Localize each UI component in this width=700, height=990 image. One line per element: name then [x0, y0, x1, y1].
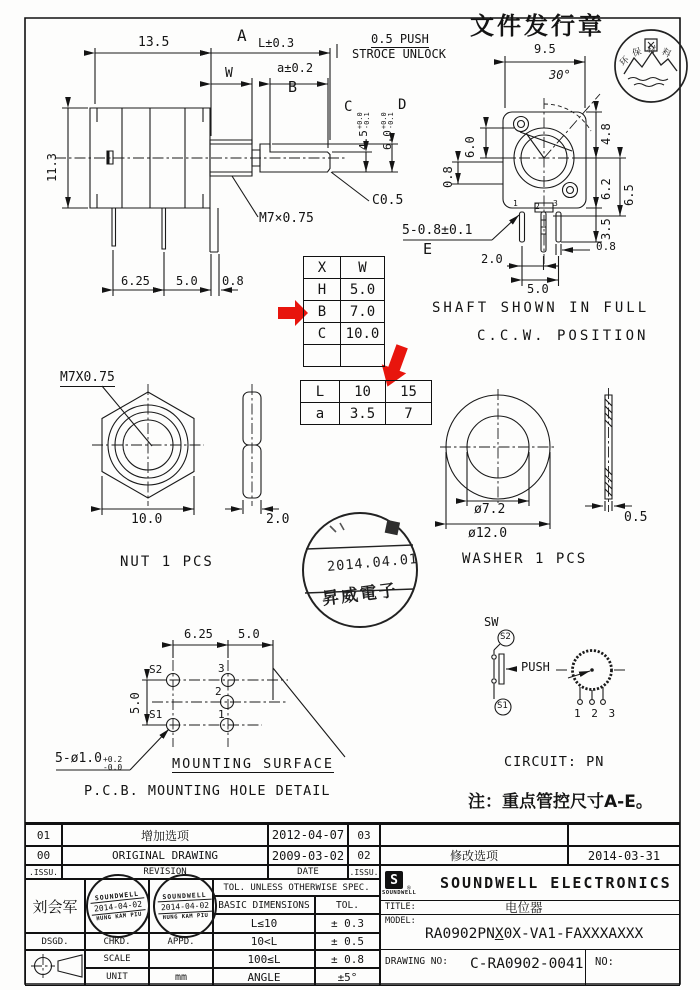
rev-date [568, 824, 680, 846]
shaft-caption-2: C.C.W. POSITION [477, 328, 649, 344]
label-dim-e: E [423, 240, 433, 258]
table-row [304, 345, 341, 367]
dim-rear-right-a: 4.8 [599, 123, 613, 145]
circuit-push-label: PUSH [521, 660, 550, 674]
table-row: H [304, 279, 341, 301]
dim-angle: 30° [549, 68, 571, 82]
appd-label: APPD. [149, 933, 213, 950]
nut-caption: NUT 1 PCS [120, 554, 214, 570]
rev-issu-label: .ISSU. [25, 865, 62, 879]
rev-desc: ORIGINAL DRAWING [62, 846, 268, 865]
nut-drawing [92, 384, 279, 515]
table-row: L [301, 381, 340, 403]
tol-range: 100≤L [213, 950, 315, 968]
rev-no: 01 [25, 824, 62, 846]
table-w-header-w: W [341, 257, 385, 279]
nut-thread-label: M7X0.75 [60, 370, 115, 385]
pcb-hole-note: 5-ø1.0 +0.2 -0.0 [55, 751, 123, 772]
registered-mark: ® [407, 885, 411, 892]
rev-revision-label: REVISION [62, 865, 268, 879]
circuit-drawing [492, 630, 628, 715]
rev-date: 2012-04-07 [268, 824, 348, 846]
circuit-caption: CIRCUIT: PN [504, 754, 605, 770]
chkd-stamp: SOUNDWELL 2014-04-02 HUNG KAM PIU [83, 871, 153, 941]
rev-date: 2014-03-31 [568, 846, 680, 865]
shaft-caption-1: SHAFT SHOWN IN FULL [432, 300, 650, 316]
dim-pin-pitch-5: 5.0 [527, 282, 549, 296]
projection-symbol-cell [25, 950, 85, 986]
label-dim-b: B [288, 78, 298, 96]
dim-rear-left-a: 6.0 [463, 136, 477, 158]
date-stamp-company: 昇威電子 [320, 580, 399, 610]
dim-chamfer: C0.5 [372, 193, 404, 208]
circuit-sw-label: SW [484, 615, 499, 629]
drawing-no-value: C-RA0902-0041 [470, 956, 584, 972]
label-dim-c: C [344, 99, 353, 115]
eco-seal-art [615, 30, 687, 102]
dim-rear-left-b: 0.8 [441, 166, 455, 188]
dsgd-label: DSGD. [25, 933, 85, 950]
nut-dim-width: 10.0 [131, 512, 163, 527]
shaft-length-table: L 10 15 a 3.5 7 [300, 380, 432, 425]
pin-label-1: 1 [513, 199, 518, 208]
tol-value: ±5° [315, 968, 380, 986]
dim-pin-pitch-c: 0.8 [222, 274, 244, 288]
tol-value: ± 0.3 [315, 914, 380, 933]
washer-dim-outer: ø12.0 [468, 526, 508, 541]
circuit-s2-label: S2 [500, 632, 511, 642]
rev-no: 03 [348, 824, 380, 846]
model-label: MODEL: [385, 916, 416, 926]
unit-value: mm [149, 968, 213, 986]
rev-date: 2009-03-02 [268, 846, 348, 865]
washer-dim-thickness: 0.5 [624, 510, 648, 525]
scale-label: SCALE [85, 950, 149, 968]
dim-shaft-length: L±0.3 [258, 36, 295, 50]
rev-desc [380, 824, 568, 846]
pcb-caption-detail: P.C.B. MOUNTING HOLE DETAIL [84, 783, 331, 799]
washer-drawing [440, 388, 632, 529]
dim-pin-pitch-b: 5.0 [176, 274, 198, 288]
model-value: RA0902PNX0X-VA1-FAXXXAXXX [425, 926, 644, 942]
tol-value: ± 0.8 [315, 950, 380, 968]
table-row: B [304, 301, 341, 323]
dim-body-height: 11.3 [45, 153, 59, 182]
soundwell-logo-text: SOUNDWELL [382, 890, 417, 896]
pin-label-3: 3 [553, 199, 558, 208]
pcb-dim-b: 5.0 [238, 627, 260, 641]
dim-shaft-c: 4.5 +0.0 -0.1 [356, 112, 371, 150]
title-label: TITLE: [385, 902, 416, 912]
tol-range: ANGLE [213, 968, 315, 986]
title-block [25, 822, 680, 986]
table-w-header-x: X [304, 257, 341, 279]
dim-rear-right-c: 6.5 [622, 184, 636, 206]
no-label: NO: [595, 956, 614, 968]
rev-desc: 修改选项 [380, 846, 568, 865]
shaft-width-table: X W H 5.0 B 7.0 C 10.0 [303, 256, 385, 367]
soundwell-logo: S [385, 871, 403, 889]
label-dim-w: W [225, 66, 233, 81]
doc-release-stamp-text: 文件发行章 [470, 12, 605, 40]
dim-rear-right-e: 0.8 [596, 240, 616, 253]
dim-pin-pitch-2: 2.0 [481, 252, 503, 266]
dim-rear-right-b: 6.2 [599, 178, 613, 200]
pcb-hole-1: 1 [218, 708, 225, 721]
pcb-caption-mounting-surface: MOUNTING SURFACE [172, 756, 335, 772]
pcb-hole-2: 2 [215, 685, 222, 698]
washer-caption: WASHER 1 PCS [462, 551, 588, 567]
tol-col-tol: TOL. [315, 896, 380, 914]
label-dim-a: A [237, 26, 247, 45]
title-value: 电位器 [505, 900, 543, 915]
eco-seal-ring-text: 环保材料 [618, 44, 677, 69]
rev-date-label: DATE [268, 865, 348, 879]
circuit-s1-label: S1 [497, 701, 508, 711]
svg-text:环保材料 [618, 43, 678, 69]
unit-label: UNIT [85, 968, 149, 986]
pcb-hole-s1: S1 [149, 708, 163, 721]
rev-no: 02 [348, 846, 380, 865]
pcb-hole-3: 3 [218, 662, 225, 675]
washer-dim-inner: ø7.2 [474, 502, 506, 517]
designer-name: 刘会军 [25, 879, 85, 933]
push-stroke-note-2: STROCE UNLOCK [352, 47, 446, 61]
date-stamp-date: 2014.04.01 [326, 551, 419, 575]
table-row: a [301, 403, 340, 425]
company-name: SOUNDWELL ELECTRONICS [440, 874, 672, 892]
dim-rear-right-d: 3.5 [599, 218, 613, 240]
circuit-pin-labels: 1 2 3 [574, 707, 618, 720]
label-dim-d: D [398, 97, 407, 113]
appd-stamp: SOUNDWELL 2014-04-02 HUNG KAM PIU [151, 872, 218, 939]
tol-col-basic: BASIC DIMENSIONS [213, 896, 315, 914]
chkd-label: CHKD. [85, 933, 149, 950]
pin-dia-note: 5-0.8±0.1 [402, 223, 473, 238]
thread-spec: M7×0.75 [259, 211, 314, 226]
pcb-dim-c: 5.0 [128, 692, 142, 714]
key-dimension-note: 注：重点管控尺寸A-E。 [468, 792, 653, 812]
dim-body-width: 13.5 [138, 35, 170, 50]
table-row: C [304, 323, 341, 345]
tol-range: 10<L [213, 933, 315, 950]
drawing-no-label: DRAWING NO: [385, 956, 448, 967]
dim-flat-length: a±0.2 [277, 61, 314, 75]
dim-pin-pitch-a: 6.25 [121, 274, 150, 288]
pin-label-2: 2 [535, 202, 540, 211]
rear-view-drawing [403, 56, 626, 286]
tol-header: TOL. UNLESS OTHERWISE SPEC. [213, 879, 380, 896]
pcb-dim-a: 6.25 [184, 627, 213, 641]
tol-value: ± 0.5 [315, 933, 380, 950]
pcb-hole-s2: S2 [149, 663, 163, 676]
dim-rear-width: 9.5 [534, 42, 556, 56]
tol-range: L≤10 [213, 914, 315, 933]
rev-desc: 增加选项 [62, 824, 268, 846]
nut-dim-thickness: 2.0 [266, 512, 290, 527]
scale-value [149, 950, 213, 968]
push-stroke-note-1: 0.5 PUSH [371, 32, 429, 46]
dim-shaft-d: 6.0 +0.0 -0.1 [380, 112, 395, 150]
rev-issu-label: .ISSU. [348, 865, 380, 879]
rev-no: 00 [25, 846, 62, 865]
